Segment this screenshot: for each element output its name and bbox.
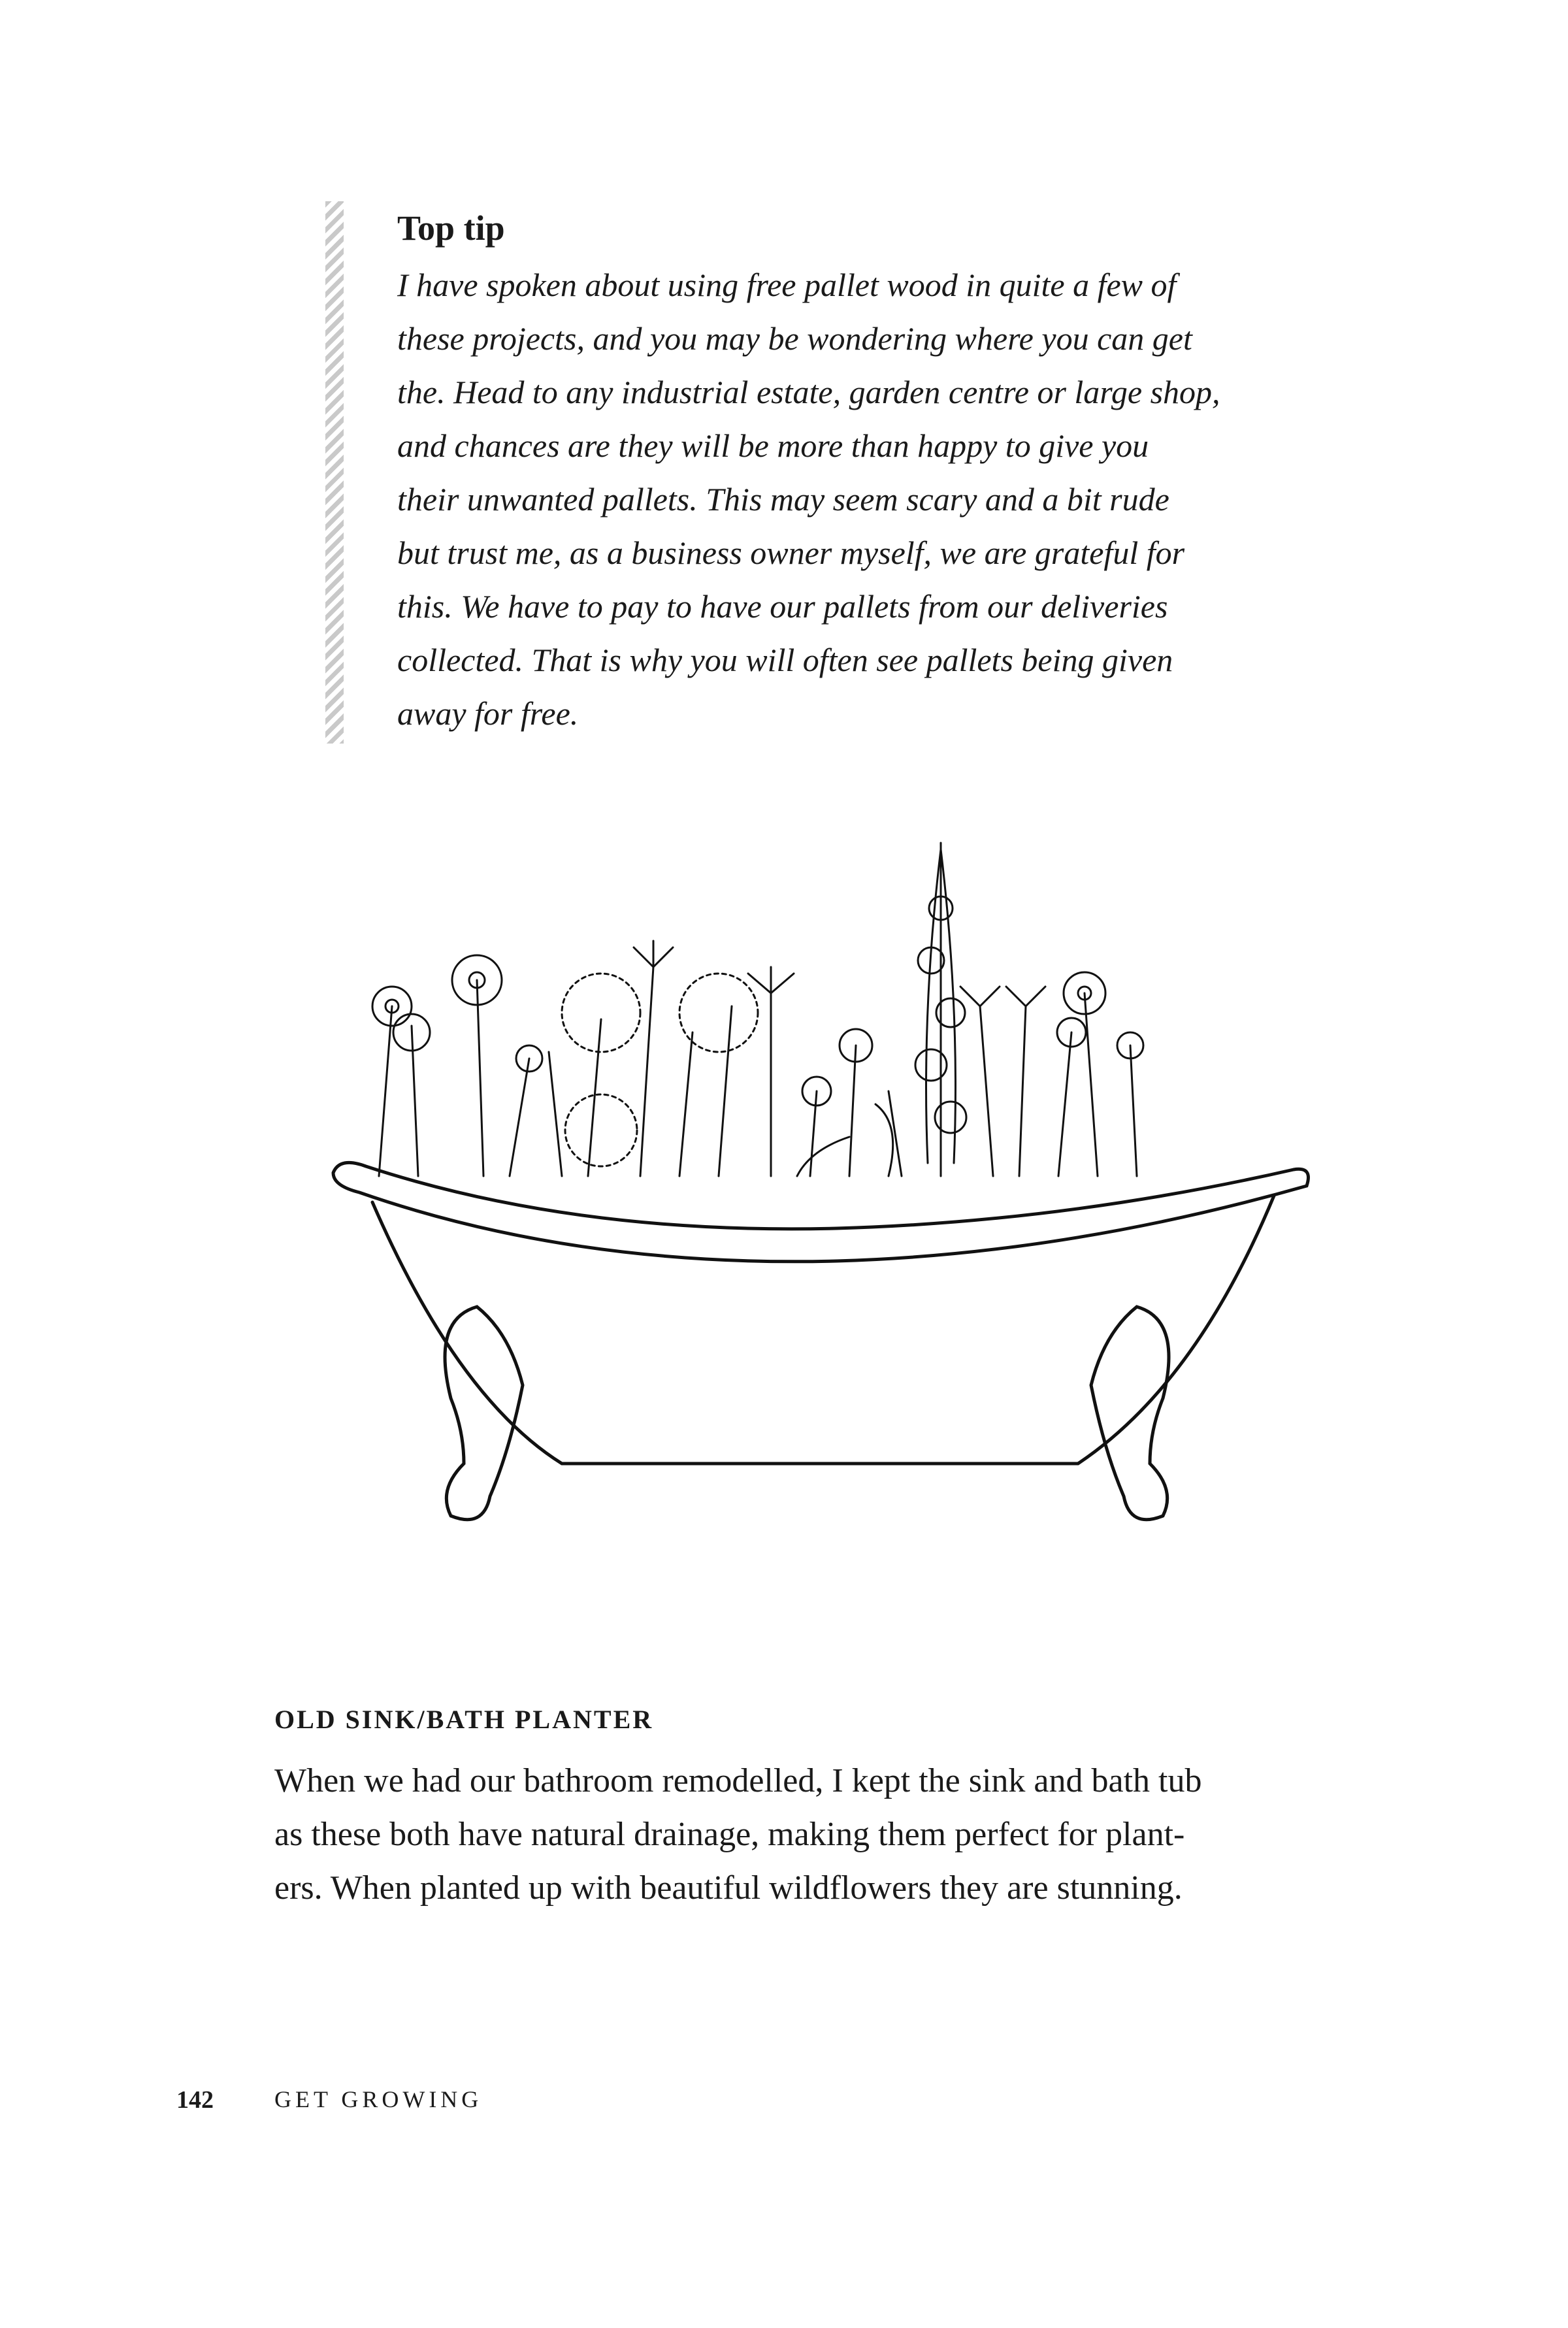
bathtub [333,1162,1309,1519]
tip-line: these projects, and you may be wondering where you can get [397,320,1192,357]
tip-line: I have spoken about using free pallet wood in quite a few of [397,267,1177,303]
wildflowers [372,843,1143,1176]
running-head: GET GROWING [274,2086,483,2112]
tip-line: the. Head to any industrial estate, garden centre or large shop, [397,374,1220,410]
section-body [274,1754,1202,1915]
tip-line: but trust me, as a business owner myself, we are grateful for [397,534,1185,571]
tip-stripe-bar [325,201,344,744]
page-number: 142 [176,2086,214,2114]
bathtub-planter-illustration [314,810,1320,1620]
body-line: as these both have natural drainage, making them perfect for plant- [274,1816,1185,1853]
tip-line: away for free. [397,695,579,732]
tip-body [397,258,1364,740]
tip-line: this. We have to pay to have our pallets from our deliveries [397,588,1168,625]
tip-title: Top tip [397,208,505,248]
body-line: ers. When planted up with beautiful wildflowers they are stunning. [274,1869,1183,1907]
section-heading: OLD SINK/BATH PLANTER [274,1705,654,1734]
tip-line: collected. That is why you will often see pallets being given [397,642,1173,678]
page-footer [176,2086,483,2114]
tip-line: and chances are they will be more than happy to give you [397,427,1149,464]
body-line: When we had our bathroom remodelled, I kept the sink and bath tub [274,1762,1202,1799]
tip-line: their unwanted pallets. This may seem scary and a bit rude [397,481,1169,517]
